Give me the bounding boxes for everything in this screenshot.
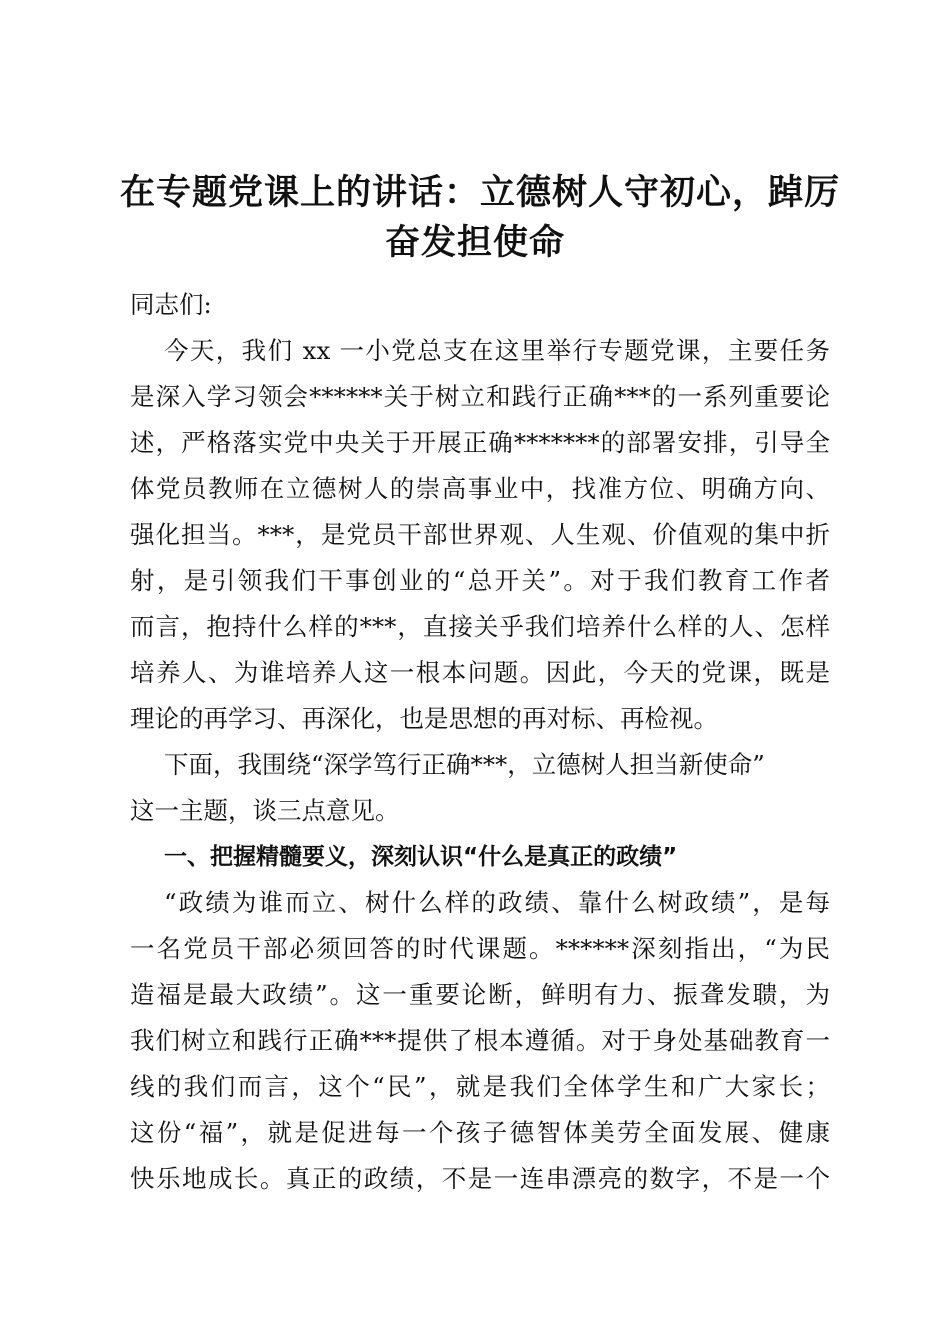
section-heading-1: 一、把握精髓要义，深刻认识“什么是真正的政绩” — [164, 844, 678, 870]
paragraph-3-line-7: 快乐地成长。真正的政绩，不是一连串漂亮的数字，不是一个 — [130, 1164, 830, 1193]
paragraph-3-line-1: “政绩为谁而立、树什么样的政绩、靠什么树政绩”，是每 — [164, 888, 830, 917]
paragraph-2-line-1: 下面，我围绕“深学笃行正确***，立德树人担当新使命” — [164, 750, 765, 779]
paragraph-3-line-2: 一名党员干部必须回答的时代课题。******深刻指出，“为民 — [130, 934, 830, 963]
document-title — [120, 168, 841, 268]
title-line-1: 在专题党课上的讲话：立德树人守初心，踔厉 — [120, 173, 841, 213]
paragraph-3-line-5: 线的我们而言，这个“民”，就是我们全体学生和广大家长； — [130, 1072, 830, 1101]
paragraph-3-line-6: 这份“福”，就是促进每一个孩子德智体美劳全面发展、健康 — [130, 1118, 830, 1147]
salutation: 同志们: — [130, 290, 212, 319]
document-body — [130, 282, 830, 1202]
paragraph-1-line-3: 述，严格落实党中央关于开展正确*******的部署安排，引导全 — [130, 428, 830, 457]
paragraph-1-line-6: 射，是引领我们干事创业的“总开关”。对于我们教育工作者 — [130, 566, 830, 595]
paragraph-1-line-9: 理论的再学习、再深化，也是思想的再对标、再检视。 — [130, 704, 718, 733]
paragraph-1-line-4: 体党员教师在立德树人的崇高事业中，找准方位、明确方向、 — [130, 474, 830, 503]
paragraph-3-line-3: 造福是最大政绩”。这一重要论断，鲜明有力、振聋发聩，为 — [130, 980, 830, 1009]
paragraph-1-line-5: 强化担当。***，是党员干部世界观、人生观、价值观的集中折 — [130, 520, 830, 549]
paragraph-1-line-2: 是深入学习领会******关于树立和践行正确***的一系列重要论 — [130, 382, 830, 411]
paragraph-1-line-7: 而言，抱持什么样的***，直接关乎我们培养什么样的人、怎样 — [130, 612, 830, 641]
paragraph-1-line-8: 培养人、为谁培养人这一根本问题。因此，今天的党课，既是 — [130, 658, 830, 687]
paragraph-3-line-4: 我们树立和践行正确***提供了根本遵循。对于身处基础教育一 — [130, 1026, 830, 1055]
paragraph-1-line-1: 今天，我们 xx 一小党总支在这里举行专题党课，主要任务 — [164, 336, 830, 365]
paragraph-2-line-2: 这一主题，谈三点意见。 — [130, 796, 400, 825]
title-line-2: 奋发担使命 — [384, 223, 565, 263]
